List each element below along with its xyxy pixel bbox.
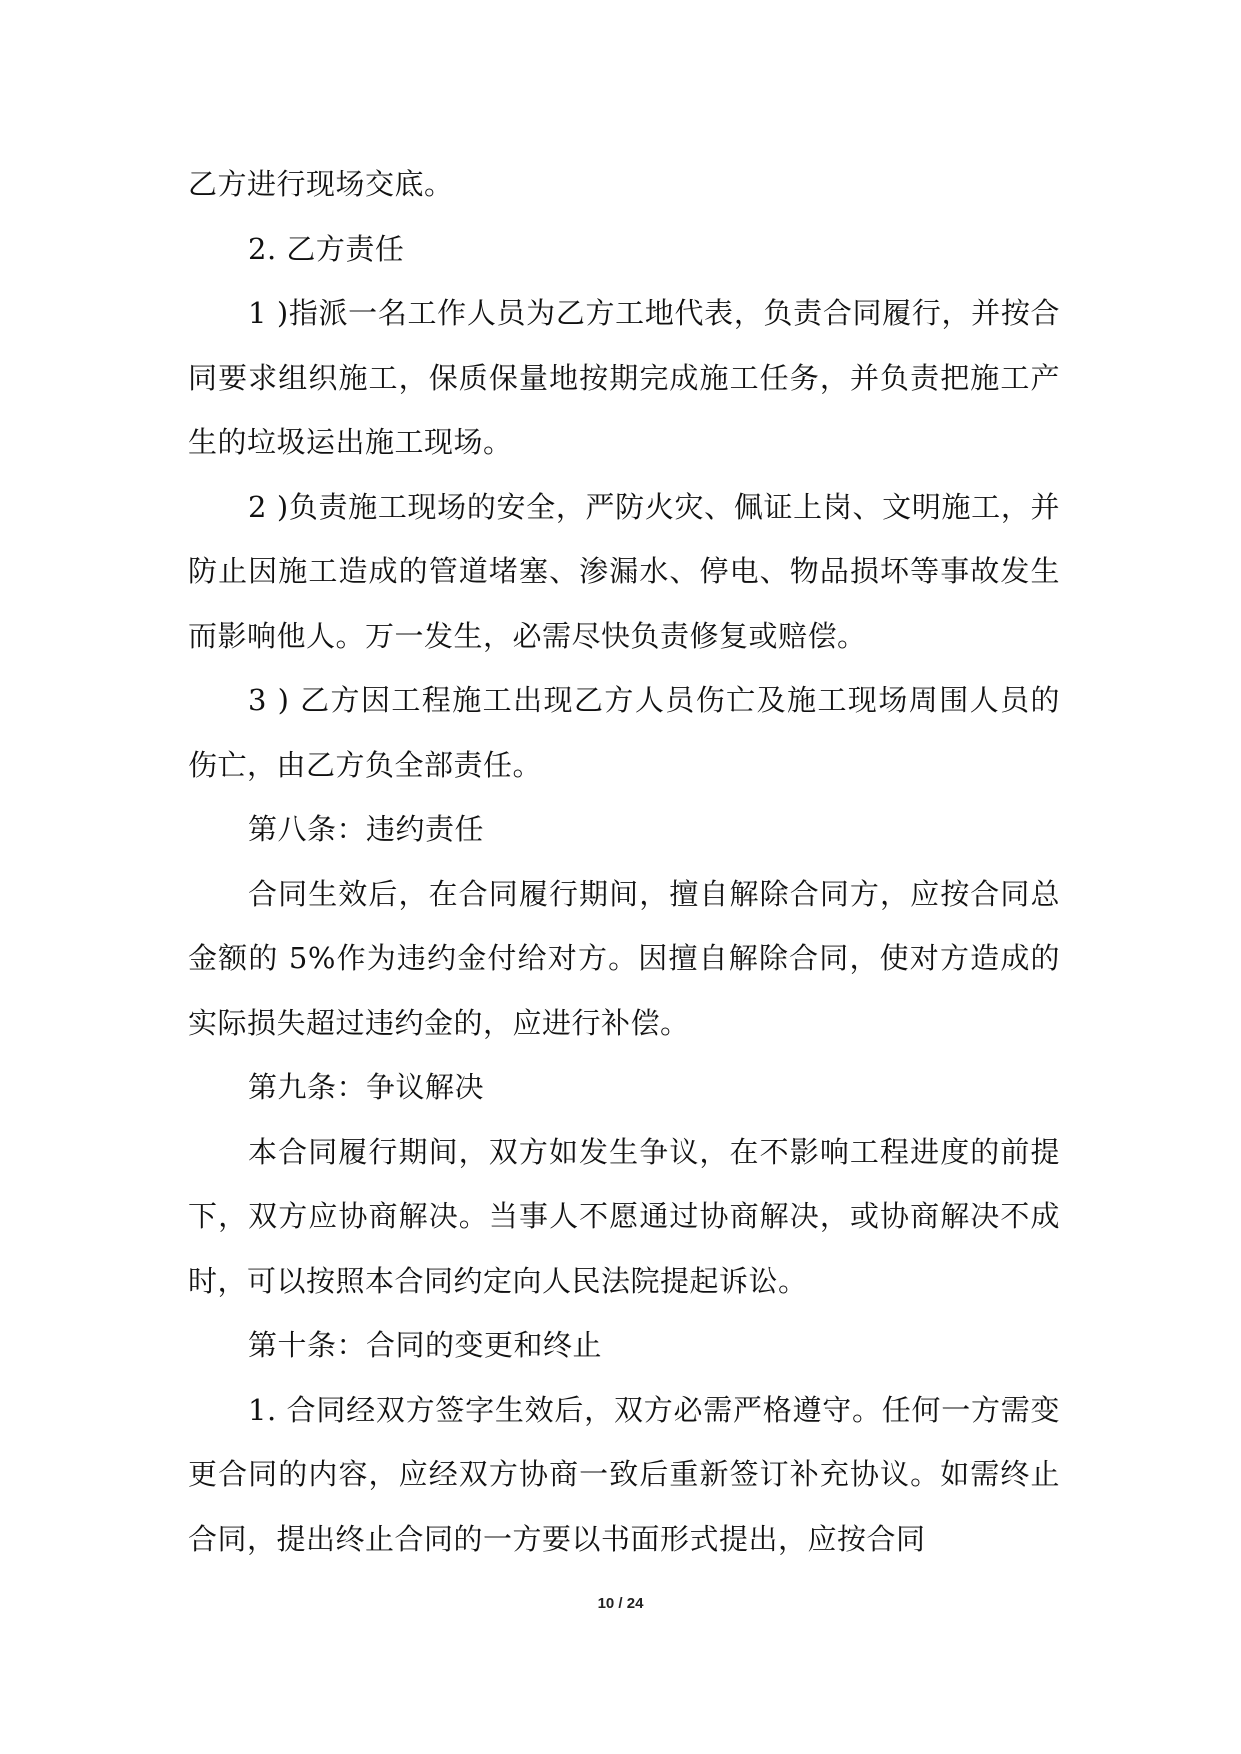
article-heading-9: 第九条：争议解决 [248,1070,485,1104]
paragraph-duty-3: 3 ) 乙方因工程施工出现乙方人员伤亡及施工现场周围人员的伤亡，由乙方负全部责任。 [188,683,1060,782]
paragraph-change-termination: 1. 合同经双方签字生效后，双方必需严格遵守。任何一方需变更合同的内容，应经双方协商一致后重新签订补充协议。如需终止合同，提出终止合同的一方要以书面形式提出，应按合同 [188,1392,1060,1556]
paragraph-dispute: 本合同履行期间，双方如发生争议，在不影响工程进度的前提下，双方应协商解决。当事人不愿通过协商解决，或协商解决不成时，可以按照本合同约定向人民法院提起诉讼。 [188,1134,1060,1298]
paragraph-breach: 合同生效后，在合同履行期间，擅自解除合同方，应按合同总金额的 5%作为违约金付给对方。因擅自解除合同，使对方造成的实际损失超过违约金的，应进行补偿。 [188,876,1060,1040]
article-heading-10: 第十条：合同的变更和终止 [248,1328,603,1362]
article-heading-8: 第八条：违约责任 [248,812,485,846]
page-number: 10 / 24 [597,1595,644,1612]
section-heading-party-b-duty: 2. 乙方责任 [248,231,405,266]
paragraph-duty-1: 1 )指派一名工作人员为乙方工地代表，负责合同履行，并按合同要求组织施工，保质保量地按期完成施工任务，并负责把施工产生的垃圾运出施工现场。 [188,296,1060,459]
paragraph-continuation: 乙方进行现场交底。 [188,167,454,201]
document-body [188,152,1060,1571]
paragraph-duty-2: 2 )负责施工现场的安全，严防火灾、佩证上岗、文明施工，并防止因施工造成的管道堵塞、渗漏水、停电、物品损坏等事故发生而影响他人。万一发生，必需尽快负责修复或赔偿。 [188,489,1060,653]
